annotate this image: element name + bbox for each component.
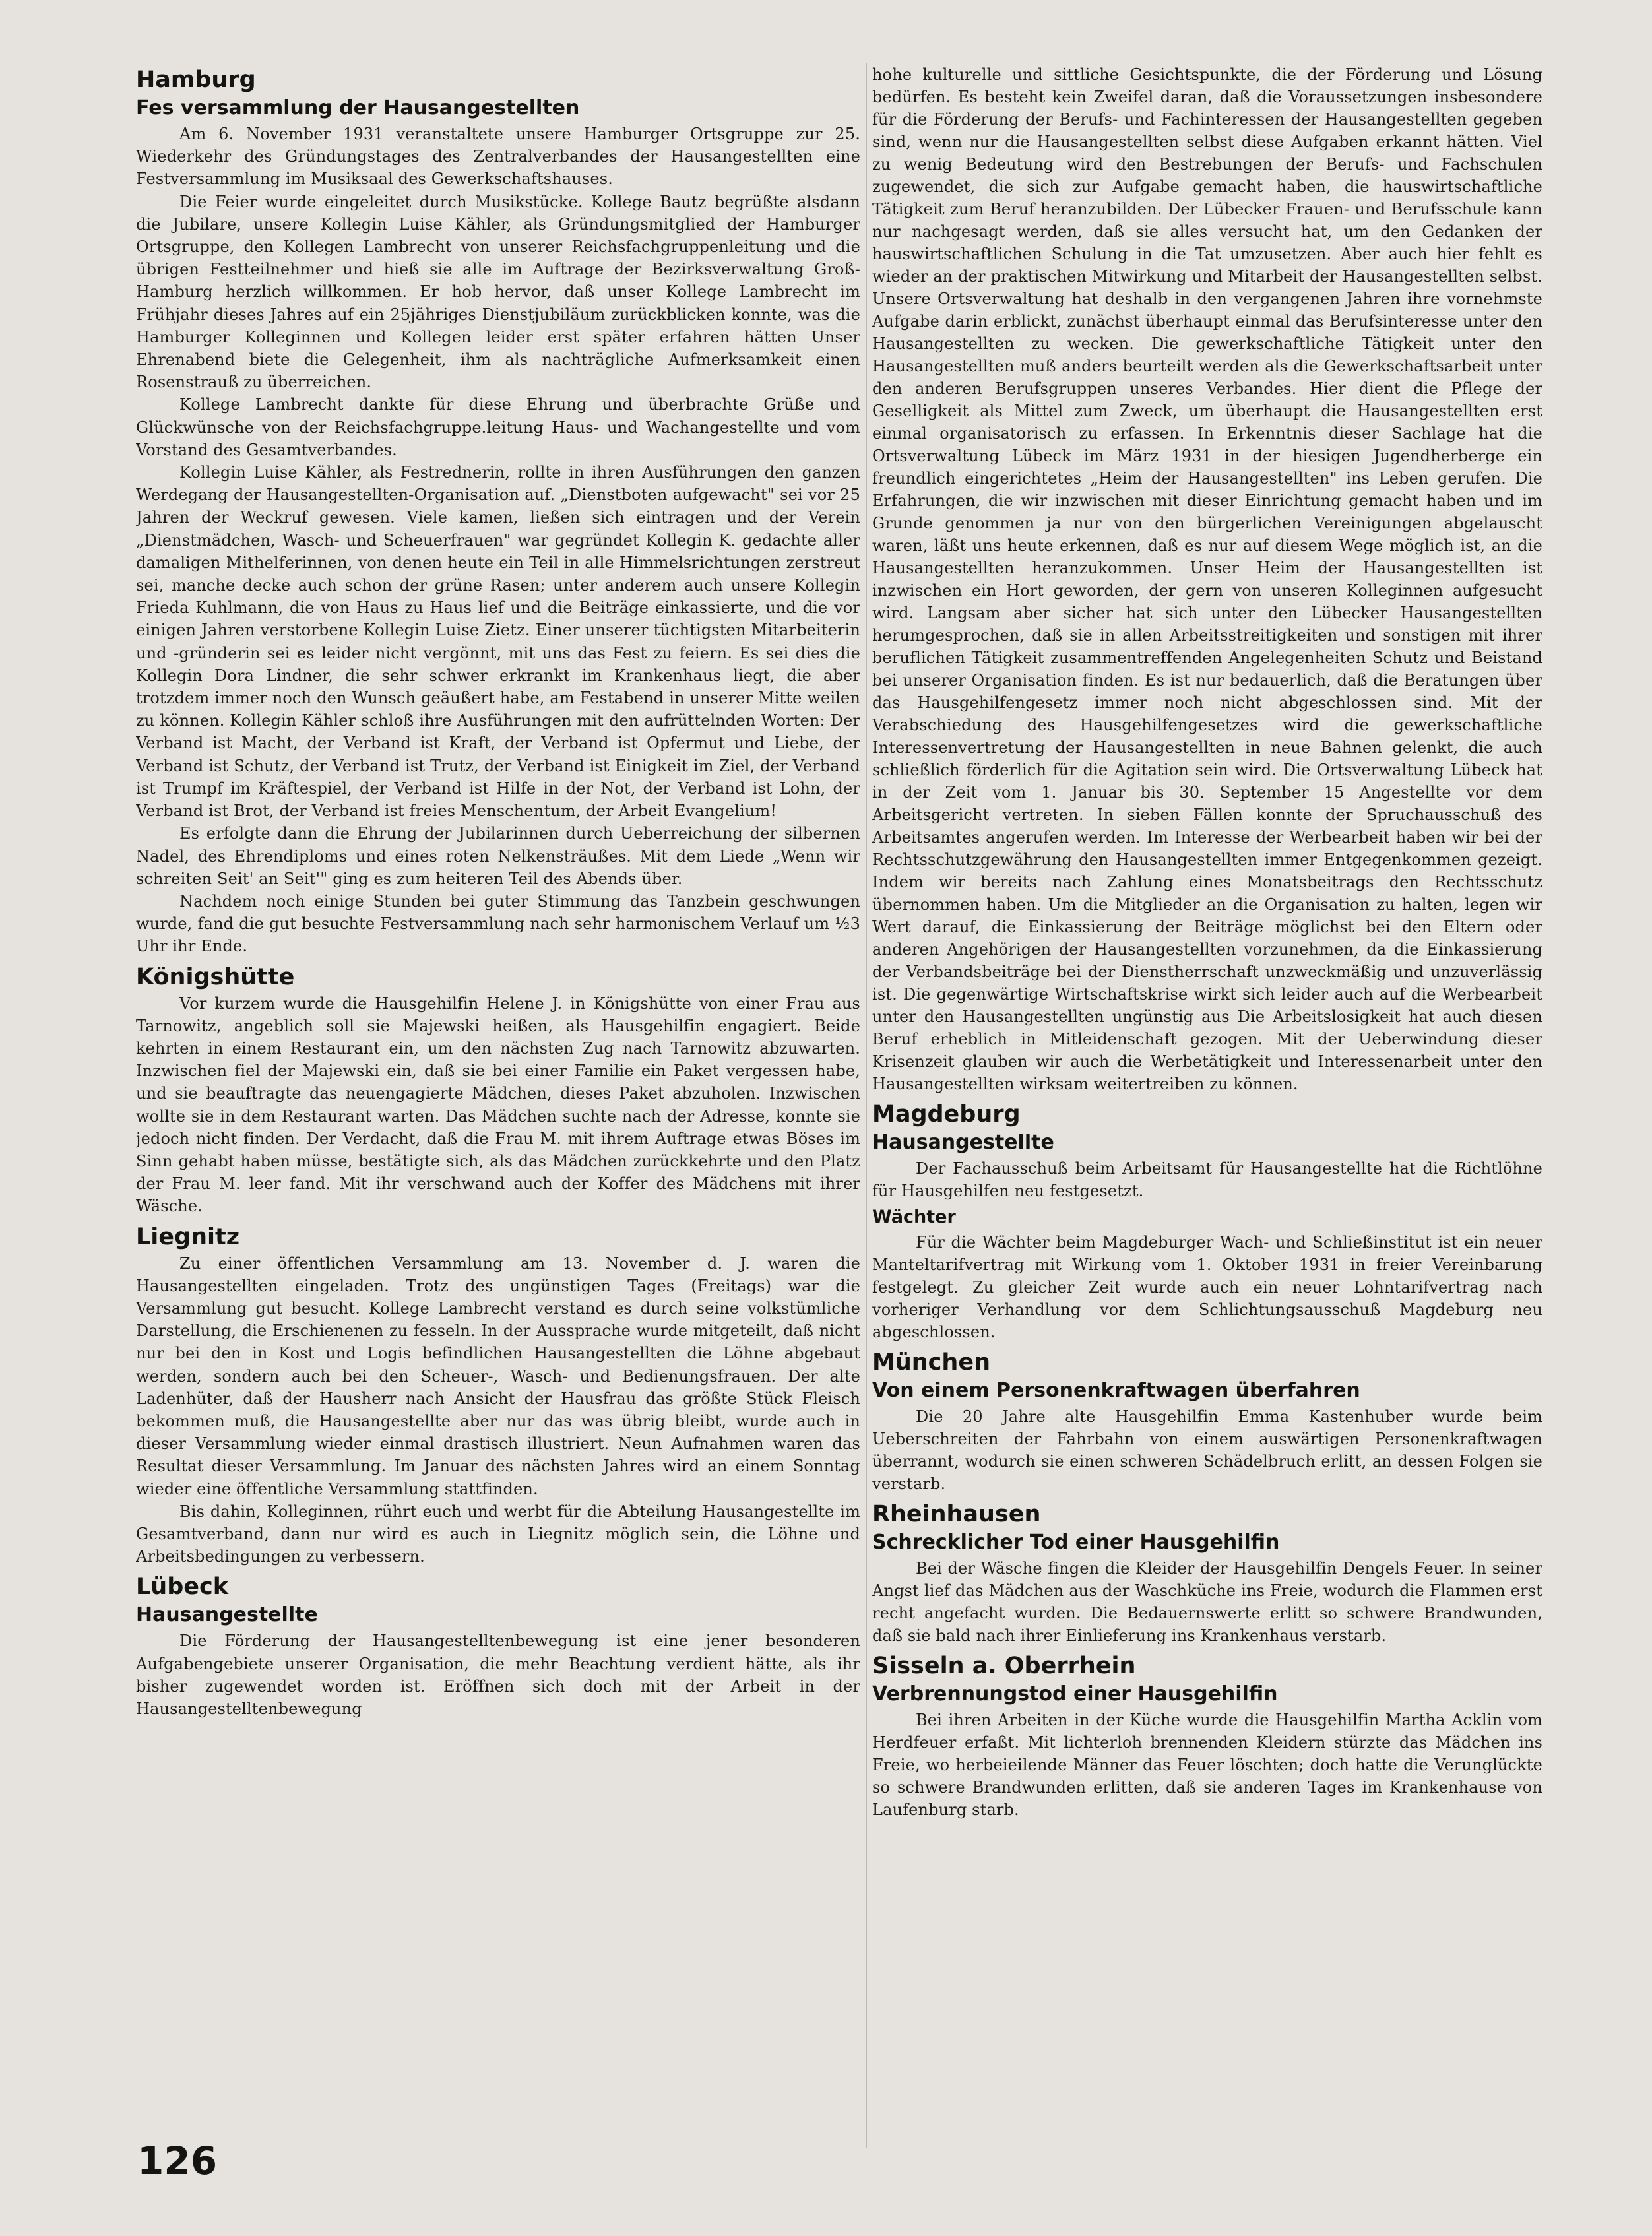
article-magdeburg [872,1099,1542,1343]
article-luebeck-continued [872,63,1542,1095]
paragraph: hohe kulturelle und sittliche Gesichtspunkte, die der Förderung und Lösung bedürfen. Es besteht kein Zweifel daran, daß die Voraussetzungen insbesondere für die Förderung der Berufs- und Fachinteressen der Hausangestellten gegeben sind, wenn nur die Hausangestellten selbst diese Aufgaben erkannt hätten. Viel zu wenig Bedeutung wird den Bestrebungen der Berufs- und Fachschulen zugewendet, die sich zur Aufgabe gemacht haben, die hauswirtschaftliche Tätigkeit zum Beruf heranzubilden. Der Lübecker Frauen- und Berufsschule kann nur nachgesagt werden, daß sie alles versucht hat, um den Gedanken der hauswirtschaftlichen Schulung in die Tat umzusetzen. Aber auch hier fehlt es wieder an der praktischen Mitwirkung und Mitarbeit der Hausangestellten selbst. Unsere Ortsverwaltung hat deshalb in den vergangenen Jahren ihre vornehmste Aufgabe darin erblickt, zunächst überhaupt einmal das Berufsinteresse unter den Hausangestellten zu wecken. Die gewerkschaftliche Tätigkeit unter den Hausangestellten muß anders beurteilt werden als die Gewerkschaftsarbeit unter den anderen Berufsgruppen unseres Verbandes. Hier dient die Pflege der Geselligkeit als Mittel zum Zweck, um überhaupt die Hausangestellten erst einmal organisatorisch zu erfassen. In Erkenntnis dieser Sachlage hat die Ortsverwaltung Lübeck im März 1931 in der hiesigen Jugendherberge ein freundlich eingerichtetes „Heim der Hausangestellten" ins Leben gerufen. Die Erfahrungen, die wir inzwischen mit dieser Einrichtung gemacht haben und im Grunde genommen ja nur von den bürgerlichen Vereinigungen abgelauscht waren, läßt uns heute erkennen, daß es nur auf diesem Wege möglich ist, an die Hausangestellten heranzukommen. Unser Heim der Hausangestellten ist inzwischen ein Hort geworden, der gern von unseren Kolleginnen aufgesucht wird. Langsam aber sicher hat sich unter den Lübecker Hausangestellten herumgesprochen, daß sie in allen Arbeitsstreitigkeiten und sonstigen mit ihrer beruflichen Tätigkeit zusammentreffenden Angelegenheiten Schutz und Beistand bei unserer Organisation finden. Es ist nur bedauerlich, daß die Beratungen über das Hausgehilfengesetz immer noch nicht abgeschlossen sind. Mit der Verabschiedung des Hausgehilfengesetzes wird die gewerkschaftliche Interessenvertretung der Hausangestellten in neue Bahnen gelenkt, die auch schließlich förderlich für die Agitation sein wird. Die Ortsverwaltung Lübeck hat in der Zeit vom 1. Januar bis 30. September 15 Angestellte vor dem Arbeitsgericht vertreten. In sieben Fällen konnte der Spruchausschuß des Arbeitsamtes angerufen werden. Im Interesse der Werbearbeit haben wir bei der Rechtsschutzgewährung den Hausangestellten immer Entgegenkommen gezeigt. Indem wir bereits nach Zahlung eines Monatsbeitrags den Rechtsschutz übernommen haben. Um die Mitglieder an die Organisation zu halten, legen wir Wert darauf, die Einkassierung der Beiträge möglichst bei den Eltern oder anderen Angehörigen der Hausangestellten vorzunehmen, da die Einkassierung der Verbandsbeiträge bei der Dienstherrschaft unzweckmäßig und unzuverlässig ist. Die gegenwärtige Wirtschaftskrise wirkt sich leider auch auf die Werbearbeit unter den Hausangestellten ungünstig aus Die Arbeitslosigkeit hat auch diesen Beruf erheblich in Mitleidenschaft gezogen. Mit der Ueberwindung dieser Krisenzeit glauben wir auch die Werbetätigkeit und Interessenarbeit unter den Hausangestellten wirksam weitertreiben zu können. [872,65,1542,1093]
article-subtitle: Hausangestellte [872,1131,1054,1154]
article-koenigshuette [136,962,860,1218]
paragraph: Bei ihren Arbeiten in der Küche wurde die Hausgehilfin Martha Acklin vom Herdfeuer erfaßt. Mit lichterloh brennenden Kleidern stürzte das Mädchen ins Freie, wo herbeieilende Männer das Feuer löschten; doch hatte die Verunglückte so schwere Brandwunden erlitten, daß sie anderen Tages im Krankenhause von Laufenburg starb. [872,1711,1542,1819]
paragraph: Die Feier wurde eingeleitet durch Musikstücke. Kollege Bautz begrüßte alsdann die Jubilare, unsere Kollegin Luise Kähler, als Gründungsmitglied der Hamburger Ortsgruppe, den Kollegen Lambrecht von unserer Reichsfachgruppenleitung und die übrigen Festteilnehmer und hieß sie alle im Auftrage der Bezirksverwaltung Groß-Hamburg herzlich willkommen. Er hob hervor, daß unser Kollege Lambrecht im Frühjahr dieses Jahres auf ein 25jähriges Dienstjubiläum zurückblicken konnte, was die Hamburger Kolleginnen und Kollegen leider erst später erfahren hätten Unser Ehrenabend biete die Gelegenheit, ihm als nachträgliche Aufmerksamkeit einen Rosenstrauß zu überreichen. [136,192,860,392]
paragraph: Nachdem noch einige Stunden bei guter Stimmung das Tanzbein geschwungen wurde, fand die gut besuchte Festversammlung nach sehr harmonischem Verlauf um ½3 Uhr ihr Ende. [136,891,860,956]
city-heading: Rheinhausen [872,1501,1041,1527]
paragraph: Bis dahin, Kolleginnen, rührt euch und werbt für die Abteilung Hausangestellte im Gesamtverband, dann nur wird es auch in Liegnitz möglich sein, die Löhne und Arbeitsbedingungen zu verbessern. [136,1502,860,1566]
article-rheinhausen [872,1499,1542,1647]
city-heading: Königshütte [136,963,295,990]
article-liegnitz [136,1222,860,1568]
paragraph: Bei der Wäsche fingen die Kleider der Hausgehilfin Dengels Feuer. In seiner Angst lief das Mädchen aus der Waschküche ins Freie, wodurch die Flammen erst recht angefacht wurden. Die Bedauernswerte erlitt so schwere Brandwunden, daß sie bald nach ihrer Einlieferung ins Krankenhaus verstarb. [872,1559,1542,1645]
article-subtitle: Verbrennungstod einer Hausgehilfin [872,1682,1278,1706]
article-muenchen [872,1347,1542,1495]
column-divider [866,63,867,2148]
right-column [872,63,1542,2155]
article-subtitle: Fes versammlung der Hausangestellten [136,96,580,119]
article-sisseln [872,1651,1542,1821]
paragraph: Kollegin Luise Kähler, als Festrednerin, rollte in ihren Ausführungen den ganzen Werdegang der Hausangestellten-Organisation auf. „Dienstboten aufgewacht" sei vor 25 Jahren der Weckruf gewesen. Viele kamen, ließen sich eintragen und der Verein „Dienstmädchen, Wasch- und Scheuerfrauen" war gegründet Kollegin K. gedachte aller damaligen Mithelferinnen, von denen heute ein Teil in alle Himmelsrichtungen zerstreut sei, manche decke auch schon der grüne Rasen; unter anderem auch unsere Kollegin Frieda Kuhlmann, die von Haus zu Haus lief und die Beiträge einkassierte, und die vor einigen Jahren verstorbene Kollegin Luise Zietz. Einer unserer tüchtigsten Mitarbeiterin und -gründerin sei es leider nicht vergönnt, mit uns das Fest zu feiern. Es sei dies die Kollegin Dora Lindner, die sehr schwer erkrankt im Krankenhaus liegt, die aber trotzdem immer noch den Wunsch geäußert habe, am Festabend in unserer Mitte weilen zu können. Kollegin Kähler schloß ihre Ausführungen mit den aufrüttelnden Worten: Der Verband ist Macht, der Verband ist Kraft, der Verband ist Opfermut und Liebe, der Verband ist Schutz, der Verband ist Trutz, der Verband ist Einigkeit im Ziel, der Verband ist Trumpf im Kräftespiel, der Verband ist Hilfe in der Not, der Verband ist Lohn, der Verband ist Brot, der Verband ist freies Menschentum, der Arbeit Evangelium! [136,463,860,821]
article-luebeck [136,1572,860,1720]
page-number: 126 [137,2138,218,2183]
city-heading: Magdeburg [872,1101,1021,1128]
paragraph: Vor kurzem wurde die Hausgehilfin Helene J. in Königshütte von einer Frau aus Tarnowitz, angeblich soll sie Majewski heißen, als Hausgehilfin engagiert. Beide kehrten in einem Restaurant ein, um den nächsten Zug nach Tarnowitz abzuwarten. Inzwischen fiel der Majewski ein, daß sie bei einer Familie ein Paket vergessen habe, und sie beauftragte das neuengagierte Mädchen, dieses Paket abzuholen. Inzwischen wollte sie in dem Restaurant warten. Das Mädchen suchte nach der Adresse, konnte sie jedoch nicht finden. Der Verdacht, daß die Frau M. mit ihrem Auftrage etwas Böses im Sinn gehabt haben müsse, bestätigte sich, als das Mädchen zurückkehrte und den Platz der Frau M. leer fand. Mit ihr verschwand auch der Koffer des Mädchens mit ihrer Wäsche. [136,994,860,1216]
paragraph: Die 20 Jahre alte Hausgehilfin Emma Kastenhuber wurde beim Ueberschreiten der Fahrbahn von einem auswärtigen Personenkraftwagen überrannt, wodurch sie einen schweren Schädelbruch erlitt, an dessen Folgen sie verstarb. [872,1407,1542,1493]
article-subtitle: Hausangestellte [136,1603,318,1627]
left-column [136,61,860,2152]
city-heading: Lübeck [136,1574,229,1601]
article-subtitle: Schrecklicher Tod einer Hausgehilfin [872,1531,1280,1554]
city-heading: Liegnitz [136,1223,240,1250]
paragraph: Die Förderung der Hausangestelltenbewegung ist eine jener besonderen Aufgabengebiete unserer Organisation, die mehr Beachtung verdient hätte, als ihr bisher zugewendet worden ist. Eröffnen sich doch mit der Arbeit in der Hausangestelltenbewegung [136,1632,860,1718]
paragraph: Für die Wächter beim Magdeburger Wach- und Schließinstitut ist ein neuer Manteltarifvertrag mit Wirkung vom 1. Oktober 1931 in freier Vereinbarung festgelegt. Zu gleicher Zeit wurde auch ein neuer Lohntarifvertrag nach vorheriger Verhandlung vor dem Schlichtungsausschuß Magdeburg neu abgeschlossen. [872,1233,1542,1341]
paragraph: Am 6. November 1931 veranstaltete unsere Hamburger Ortsgruppe zur 25. Wiederkehr des Gründungstages des Zentralverbandes der Hausangestellten eine Festversammlung im Musiksaal des Gewerkschaftshauses. [136,125,860,189]
city-heading: Sisseln a. Oberrhein [872,1653,1136,1679]
city-heading: München [872,1349,990,1376]
article-hamburg [136,65,860,958]
paragraph: Kollege Lambrecht dankte für diese Ehrung und überbrachte Grüße und Glückwünsche von der Reichsfachgruppe.leitung Haus- und Wachangestellte und vom Vorstand des Gesamtverbandes. [136,395,860,459]
article-subtitle: Wächter [872,1207,956,1227]
paragraph: Es erfolgte dann die Ehrung der Jubilarinnen durch Ueberreichung der silbernen Nadel, des Ehrendiploms und eines roten Nelkensträußes. Mit dem Liede „Wenn wir schreiten Seit' an Seit'" ging es zum heiteren Teil des Abends über. [136,824,860,888]
paragraph: Zu einer öffentlichen Versammlung am 13. November d. J. waren die Hausangestellten eingeladen. Trotz des ungünstigen Tages (Freitags) war die Versammlung gut besucht. Kollege Lambrecht verstand es durch seine volkstümliche Darstellung, die Erschienenen zu fesseln. In der Aussprache wurde mitgeteilt, daß nicht nur bei den in Kost und Logis befindlichen Hausangestellten die Löhne abgebaut werden, sondern auch bei den Scheuer-, Wasch- und Bedienungsfrauen. Der alte Ladenhüter, daß der Hausherr nach Ansicht der Hausfrau das größte Stück Fleisch bekommen muß, die Hausangestellte aber nur das was übrig bleibt, wurde auch in dieser Versammlung wieder einmal drastisch illustriert. Neun Aufnahmen waren das Resultat dieser Versammlung. Im Januar des nächsten Jahres wird an einem Sonntag wieder eine öffentliche Versammlung stattfinden. [136,1254,860,1498]
city-heading: Hamburg [136,67,256,93]
article-subtitle: Von einem Personenkraftwagen überfahren [872,1379,1360,1402]
paragraph: Der Fachausschuß beim Arbeitsamt für Hausangestellte hat die Richtlöhne für Hausgehilfen neu festgesetzt. [872,1159,1542,1200]
